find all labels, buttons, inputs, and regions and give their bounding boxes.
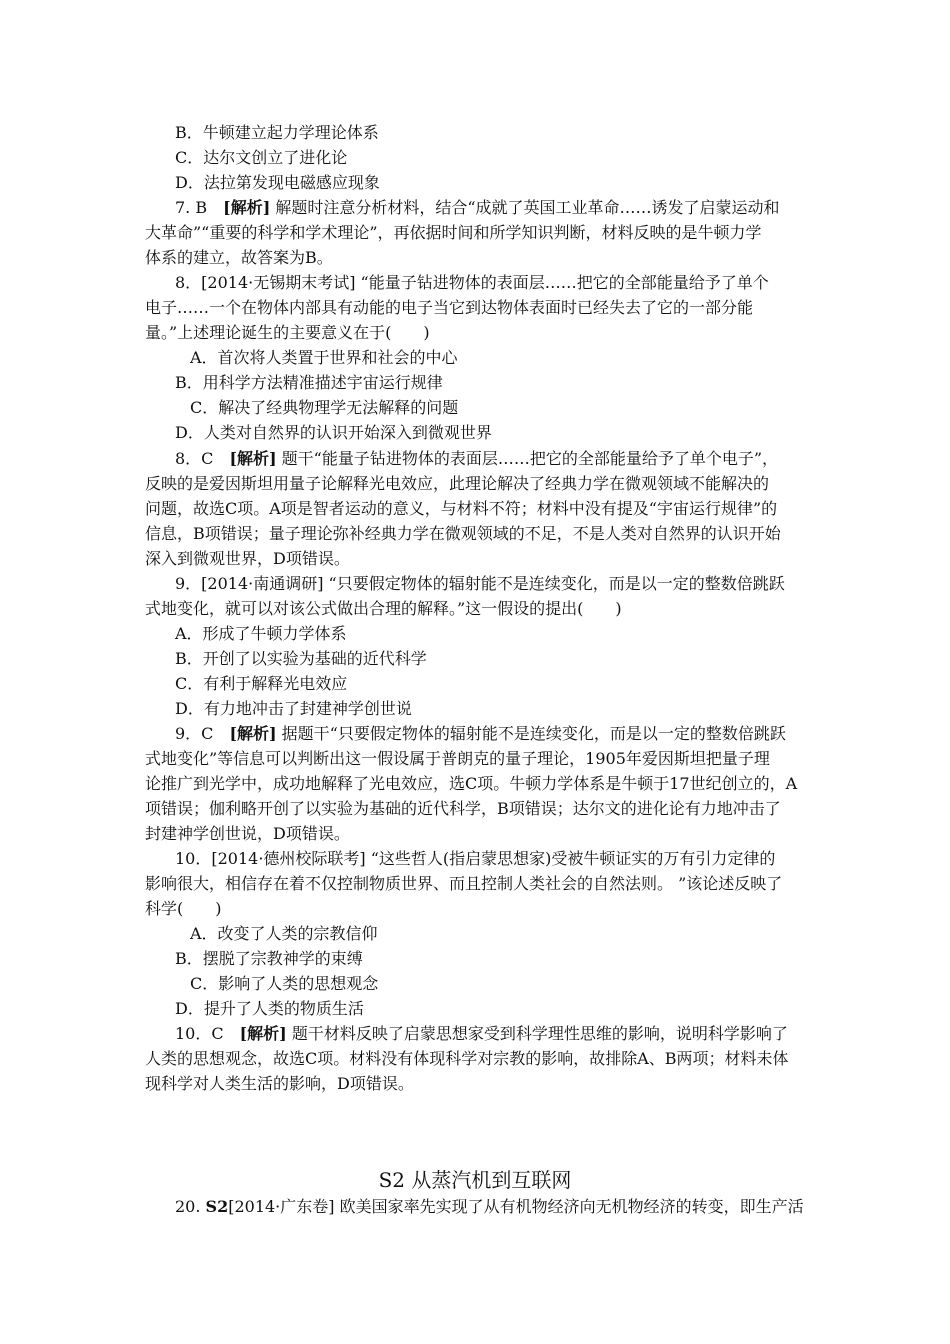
question-10-cont: 科学( ): [145, 899, 222, 918]
question-10: 10．[2014·德州校际联考] “这些哲人(指启蒙思想家)受被牛顿证实的万有引力定律的: [175, 849, 776, 868]
answer-9-cont: 项错误；伽利略开创了以实验为基础的近代科学，B项错误；达尔文的进化论有力地冲击了: [145, 799, 781, 818]
option-b: B．摆脱了宗教神学的束缚: [175, 949, 363, 968]
answer-8-cont: 问题，故选C项。A项是智者运动的意义，与材料不符；材料中没有提及“宇宙运行规律”的: [145, 499, 778, 518]
option-c: C．有利于解释光电效应: [175, 674, 348, 693]
answer-8-cont: 反映的是爱因斯坦用量子论解释光电效应，此理论解决了经典力学在微观领域不能解决的: [145, 474, 770, 493]
option-b: B．用科学方法精准描述宇宙运行规律: [175, 373, 443, 392]
answer-9: 9．C [解析] 据题干“只要假定物体的辐射能不是连续变化，而是以一定的整数倍跳跃: [175, 724, 786, 743]
question-9: 9．[2014·南通调研] “只要假定物体的辐射能不是连续变化，而是以一定的整数倍跳跃: [175, 574, 785, 593]
question-8-cont: 电子……一个在物体内部具有动能的电子当它到达物体表面时已经失去了它的一部分能: [145, 298, 754, 317]
answer-9-cont: 式地变化”等信息可以判断出这一假设属于普朗克的量子理论，1905年爱因斯坦把量子理: [145, 749, 770, 768]
question-8-cont: 量。”上述理论诞生的主要意义在于( ): [145, 323, 430, 342]
option-b: B．牛顿建立起力学理论体系: [175, 123, 379, 142]
question-10-cont: 影响很大，相信存在着不仅控制物质世界、而且控制人类社会的自然法则。 ”该论述反映了: [145, 874, 783, 893]
option-a: A．形成了牛顿力学体系: [175, 624, 347, 643]
option-a: A．改变了人类的宗教信仰: [190, 924, 378, 943]
answer-9-cont: 论推广到光学中，成功地解释了光电效应，选C项。牛顿力学体系是牛顿于17世纪创立的，A: [145, 774, 798, 793]
option-c: C．解决了经典物理学无法解释的问题: [190, 398, 459, 417]
option-d: D．提升了人类的物质生活: [175, 999, 364, 1018]
answer-10: 10．C [解析] 题干材料反映了启蒙思想家受到科学理性思维的影响，说明科学影响了: [175, 1024, 788, 1043]
answer-7: 7. B [解析] 解题时注意分析材料，结合“成就了英国工业革命……诱发了启蒙运动和: [175, 198, 780, 217]
answer-9-cont: 封建神学创世说，D项错误。: [145, 824, 350, 843]
option-b: B．开创了以实验为基础的近代科学: [175, 649, 427, 668]
answer-10-cont: 人类的思想观念，故选C项。材料没有体现科学对宗教的影响，故排除A、B两项；材料未体: [145, 1049, 789, 1068]
answer-8-cont: 深入到微观世界，D项错误。: [145, 549, 350, 568]
answer-10-cont: 现科学对人类生活的影响，D项错误。: [145, 1074, 414, 1093]
question-20: 20. S2[2014·广东卷] 欧美国家率先实现了从有机物经济向无机物经济的转变，即生产活: [175, 1197, 804, 1216]
option-d: D．有力地冲击了封建神学创世说: [175, 699, 412, 718]
answer-8-cont: 信息，B项错误；量子理论弥补经典力学在微观领域的不足，不是人类对自然界的认识开始: [145, 524, 781, 543]
answer-7-cont: 大革命”“重要的科学和学术理论”，再依据时间和所学知识判断，材料反映的是牛顿力学: [145, 223, 762, 242]
question-9-cont: 式地变化，就可以对该公式做出合理的解释。”这一假设的提出( ): [145, 599, 622, 618]
option-c: C．影响了人类的思想观念: [190, 974, 379, 993]
answer-8: 8．C [解析] 题干“能量子钻进物体的表面层……把它的全部能量给予了单个电子”，: [175, 449, 779, 468]
option-c: C．达尔文创立了进化论: [175, 148, 348, 167]
option-d: D．法拉第发现电磁感应现象: [175, 173, 380, 192]
option-d: D．人类对自然界的认识开始深入到微观世界: [175, 423, 492, 442]
answer-7-cont: 体系的建立，故答案为B。: [145, 248, 333, 267]
question-8: 8．[2014·无锡期末考试] “能量子钻进物体的表面层……把它的全部能量给予了单个: [175, 273, 769, 292]
section-title: S2 从蒸汽机到互联网: [378, 1168, 572, 1192]
option-a: A．首次将人类置于世界和社会的中心: [190, 348, 458, 367]
